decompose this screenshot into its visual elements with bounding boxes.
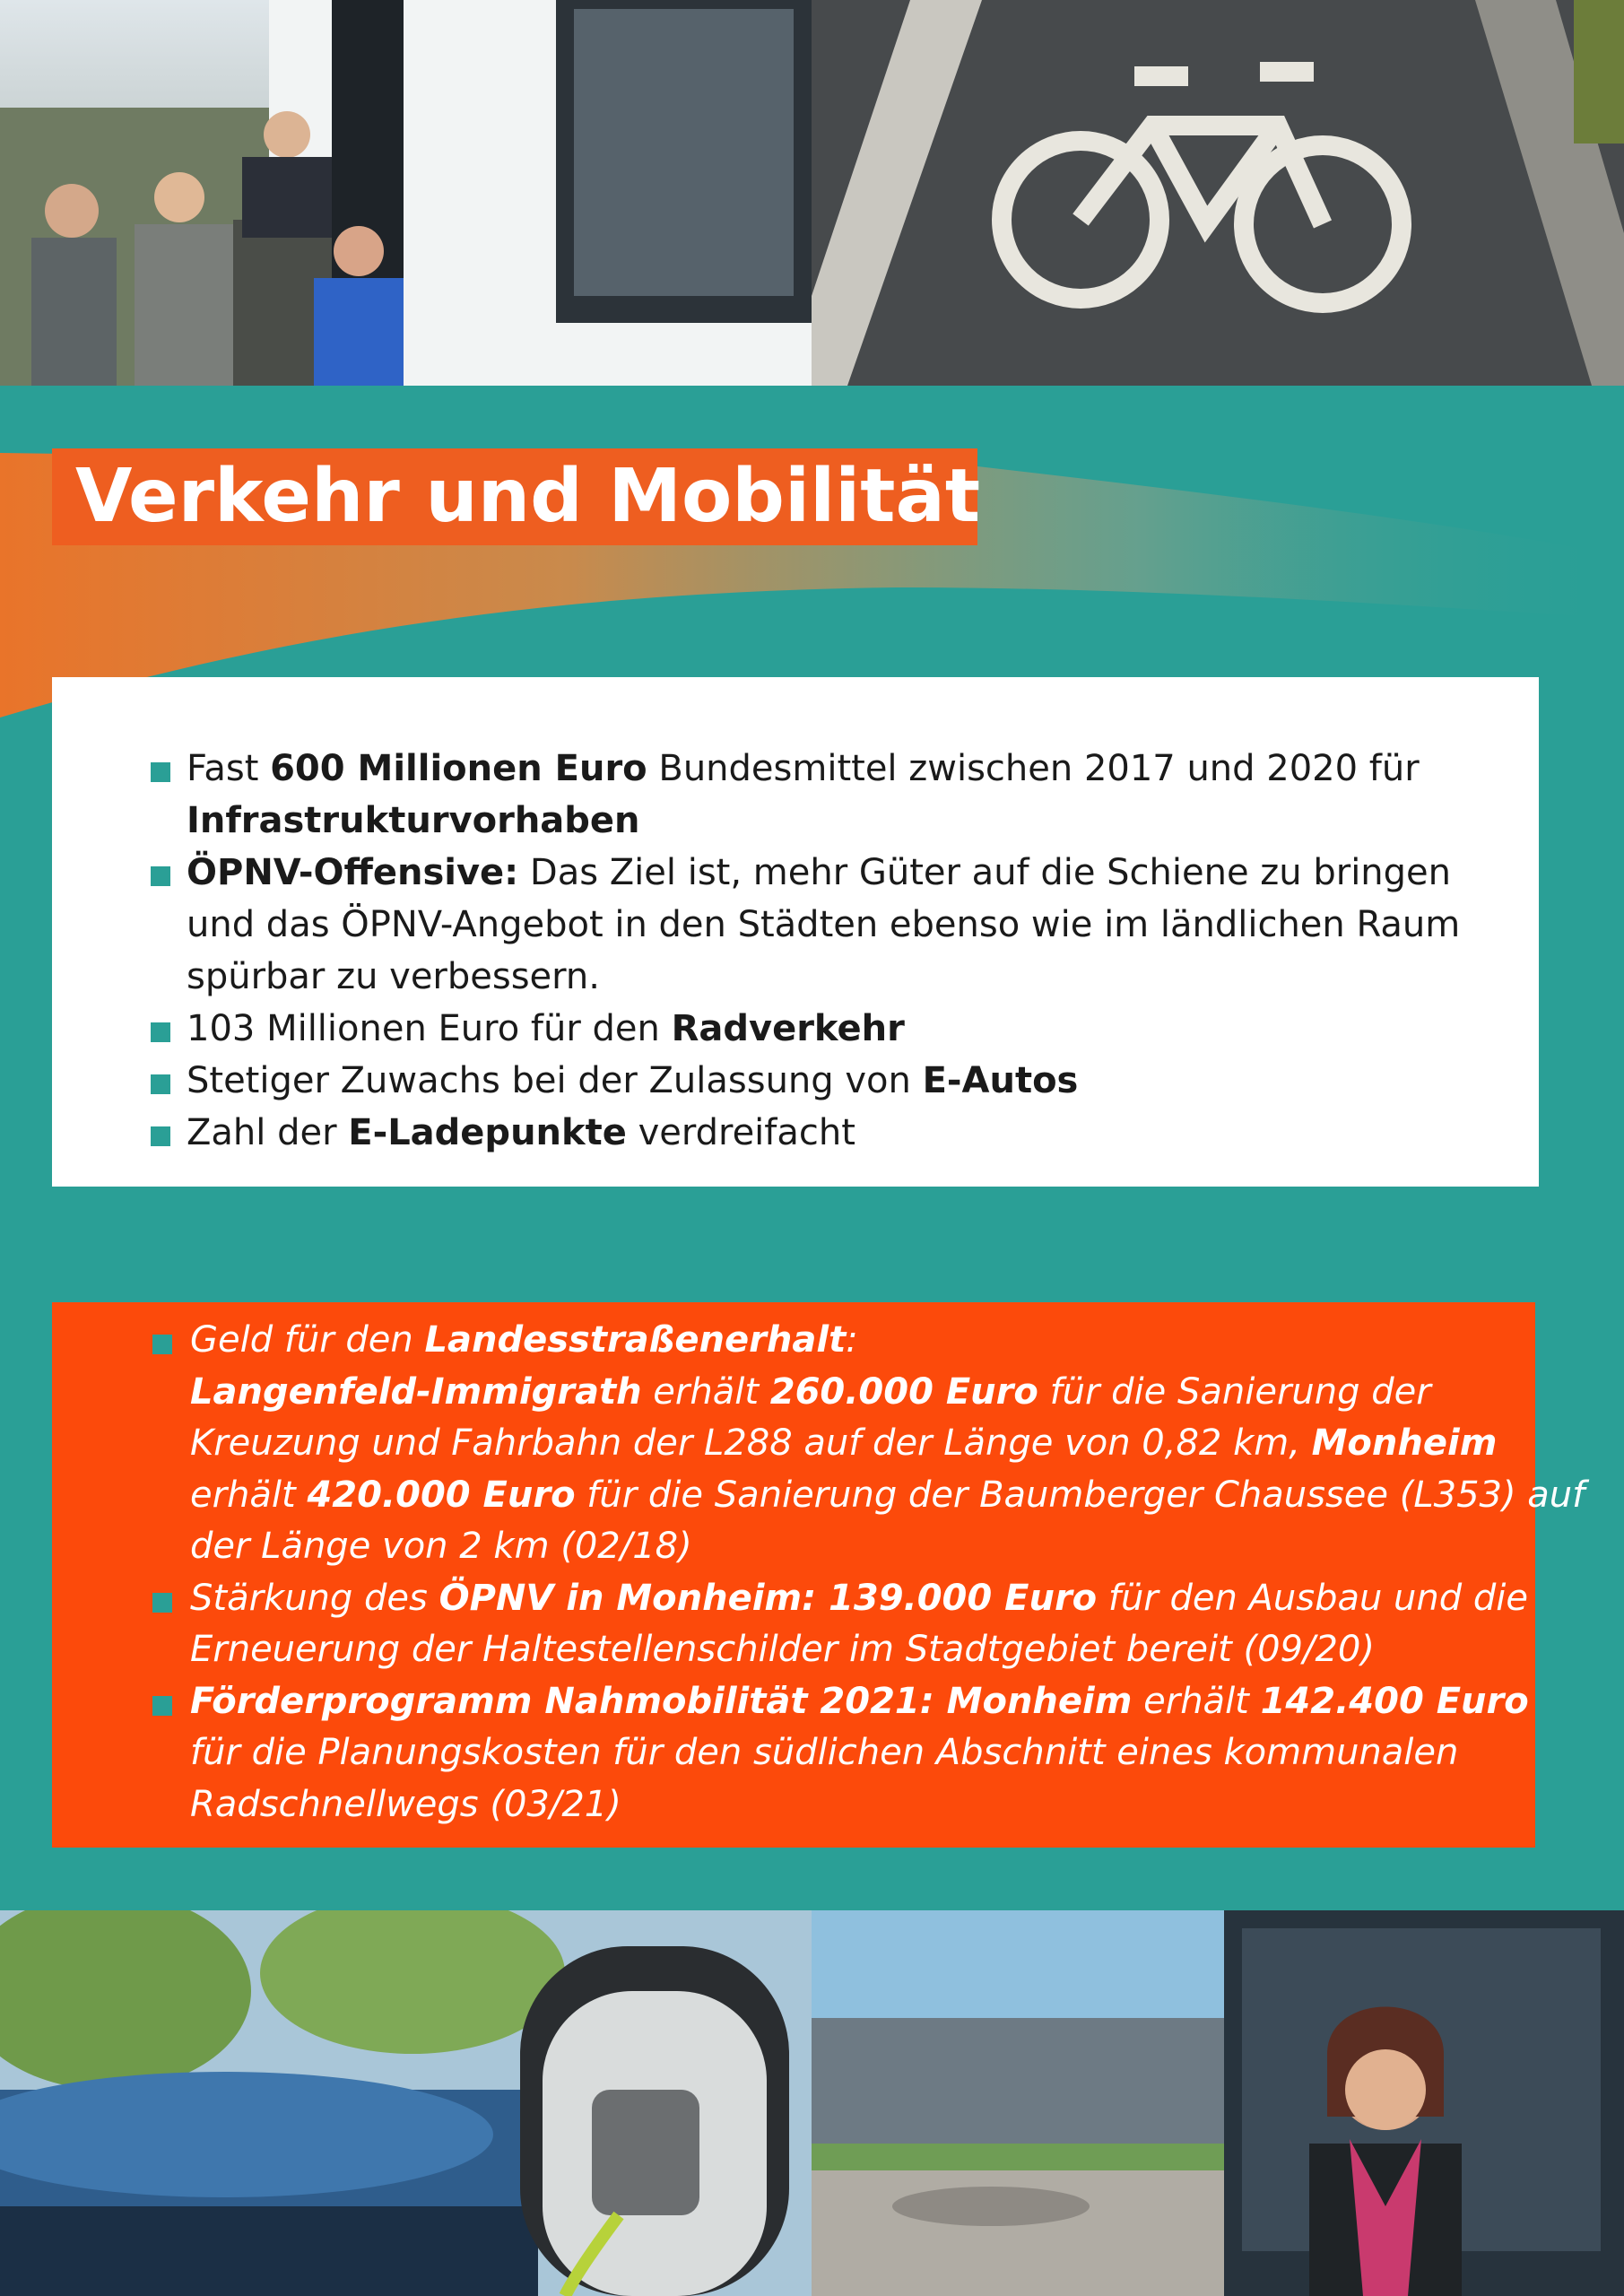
list-item: Fast 600 Millionen Euro Bundesmittel zwischen 2017 und 2020 für Infrastrukturvorhaben	[151, 743, 1496, 847]
funding-list	[151, 1315, 1585, 1831]
ev-charging-station-photo	[0, 1910, 812, 2296]
list-item: Stetiger Zuwachs bei der Zulassung von E-Autos	[151, 1055, 1496, 1107]
square-bullet-icon	[152, 1593, 172, 1613]
list-item: Geld für den Landesstraßenerhalt: Langenfeld-Immigrath erhält 260.000 Euro für die Sanierung der Kreuzung und Fahrbahn der L288 auf der Länge von 0,82 km, Monheim erhält 420.000 Euro für die Sanierung der Baumberger Chaussee (L353) auf der Länge von 2 km (02/18)	[151, 1315, 1523, 1573]
square-bullet-icon	[151, 1022, 170, 1042]
page-title: Verkehr und Mobilität	[75, 454, 981, 539]
list-item: Stärkung des ÖPNV in Monheim: 139.000 Euro für den Ausbau und die Erneuerung der Haltestellenschilder im Stadtgebiet bereit (09/20)	[151, 1573, 1523, 1676]
list-item: Förderprogramm Nahmobilität 2021: Monheim erhält 142.400 Euro für die Planungskosten für den südlichen Abschnitt eines kommunalen Radschnellwegs (03/21)	[151, 1676, 1523, 1831]
list-item: Zahl der E-Ladepunkte verdreifacht	[151, 1107, 1496, 1159]
square-bullet-icon	[151, 762, 170, 782]
square-bullet-icon	[151, 1126, 170, 1146]
list-item: 103 Millionen Euro für den Radverkehr	[151, 1003, 1496, 1055]
square-bullet-icon	[151, 1074, 170, 1094]
square-bullet-icon	[152, 1335, 172, 1354]
highlights-list	[151, 743, 1496, 1159]
woman-at-plaza-photo	[812, 1910, 1624, 2296]
square-bullet-icon	[152, 1696, 172, 1716]
square-bullet-icon	[151, 866, 170, 886]
group-of-people-at-bus-photo	[0, 0, 812, 386]
bicycle-lane-marking-photo	[812, 0, 1624, 386]
list-item: ÖPNV-Offensive: Das Ziel ist, mehr Güter auf die Schiene zu bringen und das ÖPNV-Angebot in den Städten ebenso wie im ländlichen Raum spürbar zu verbessern.	[151, 847, 1496, 1003]
